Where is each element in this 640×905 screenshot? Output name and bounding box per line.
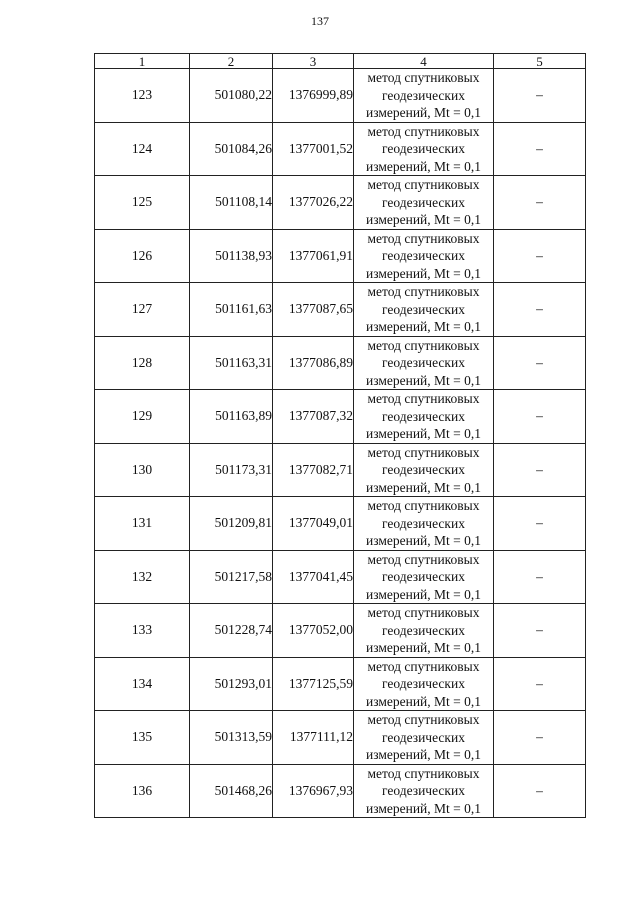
point-number: 135: [95, 711, 190, 765]
column-header: 4: [354, 54, 494, 69]
method-line: геодезических: [382, 301, 465, 317]
note-cell: –: [494, 657, 586, 711]
column-header: 1: [95, 54, 190, 69]
point-number: 124: [95, 122, 190, 176]
method-line: измерений, Mt = 0,1: [365, 479, 482, 495]
method-line: геодезических: [382, 729, 465, 745]
method-line: измерений, Mt = 0,1: [365, 212, 482, 227]
coordinate-y: 1377052,00: [273, 604, 354, 658]
method-line: измерений, Mt = 0,1: [365, 105, 482, 120]
table-row: [95, 764, 586, 818]
point-number: 129: [95, 390, 190, 444]
method-description: [354, 764, 494, 818]
method-line: геодезических: [382, 676, 465, 691]
point-number: 133: [95, 604, 190, 658]
method-line: метод спутниковых: [367, 177, 480, 192]
coordinate-x: 501084,26: [190, 122, 273, 176]
method-description: [354, 550, 494, 604]
note-cell: –: [494, 229, 586, 283]
coordinate-y: 1377041,45: [273, 550, 354, 604]
point-number: 125: [95, 176, 190, 230]
method-line: измерений, Mt = 0,1: [365, 586, 482, 602]
table-row: [95, 176, 586, 230]
method-line: геодезических: [382, 569, 465, 584]
method-description: [354, 176, 494, 230]
coordinate-y: 1377049,01: [273, 497, 354, 551]
method-line: геодезических: [382, 783, 465, 798]
coordinate-x: 501138,93: [190, 229, 273, 283]
table-row: [95, 229, 586, 283]
coordinate-x: 501217,58: [190, 550, 273, 604]
method-line: метод спутниковых: [367, 498, 480, 513]
coordinate-y: 1377086,89: [273, 336, 354, 390]
table-row: [95, 443, 586, 497]
method-description: [354, 229, 494, 283]
note-cell: –: [494, 390, 586, 444]
coordinate-x: 501228,74: [190, 604, 273, 658]
table-row: [95, 711, 586, 765]
method-line: геодезических: [382, 248, 465, 263]
method-line: метод спутниковых: [367, 123, 480, 139]
method-line: геодезических: [382, 462, 465, 477]
method-line: метод спутниковых: [367, 658, 480, 674]
table-row: [95, 336, 586, 390]
method-description: [354, 604, 494, 658]
method-line: метод спутниковых: [367, 391, 480, 406]
method-line: измерений, Mt = 0,1: [365, 747, 482, 762]
note-cell: –: [494, 69, 586, 123]
coordinate-x: 501163,89: [190, 390, 273, 444]
coordinate-y: 1377082,71: [273, 443, 354, 497]
column-header: 3: [273, 54, 354, 69]
coordinate-x: 501293,01: [190, 657, 273, 711]
method-line: геодезических: [382, 355, 465, 370]
coordinate-y: 1376967,93: [273, 764, 354, 818]
coordinate-y: 1377087,32: [273, 390, 354, 444]
method-description: [354, 443, 494, 497]
method-line: измерений, Mt = 0,1: [365, 158, 482, 174]
table-row: [95, 550, 586, 604]
note-cell: –: [494, 604, 586, 658]
method-description: [354, 336, 494, 390]
table-row: [95, 657, 586, 711]
method-line: метод спутниковых: [367, 230, 480, 246]
method-description: [354, 283, 494, 337]
method-line: измерений, Mt = 0,1: [365, 800, 482, 816]
coordinate-x: 501209,81: [190, 497, 273, 551]
coordinates-table: [94, 53, 586, 818]
coordinate-y: 1377087,65: [273, 283, 354, 337]
point-number: 134: [95, 657, 190, 711]
method-line: геодезических: [382, 515, 465, 531]
method-description: [354, 657, 494, 711]
column-header: 5: [494, 54, 586, 69]
note-cell: –: [494, 283, 586, 337]
point-number: 136: [95, 764, 190, 818]
coordinate-x: 501468,26: [190, 764, 273, 818]
coordinate-y: 1377125,59: [273, 657, 354, 711]
note-cell: –: [494, 336, 586, 390]
header-row: [95, 54, 586, 69]
coordinate-y: 1376999,89: [273, 69, 354, 123]
coordinate-x: 501163,31: [190, 336, 273, 390]
note-cell: –: [494, 443, 586, 497]
method-line: измерений, Mt = 0,1: [365, 319, 482, 334]
coordinate-x: 501313,59: [190, 711, 273, 765]
table-row: [95, 390, 586, 444]
method-line: измерений, Mt = 0,1: [365, 372, 482, 388]
point-number: 123: [95, 69, 190, 123]
column-header: 2: [190, 54, 273, 69]
method-line: геодезических: [382, 622, 465, 638]
method-line: метод спутниковых: [367, 712, 480, 727]
coordinate-y: 1377111,12: [273, 711, 354, 765]
method-line: измерений, Mt = 0,1: [365, 693, 482, 709]
coordinate-y: 1377061,91: [273, 229, 354, 283]
table-row: [95, 69, 586, 123]
note-cell: –: [494, 711, 586, 765]
table-row: [95, 283, 586, 337]
coordinate-y: 1377001,52: [273, 122, 354, 176]
method-line: измерений, Mt = 0,1: [365, 640, 482, 655]
method-description: [354, 390, 494, 444]
note-cell: –: [494, 122, 586, 176]
method-description: [354, 497, 494, 551]
method-line: метод спутниковых: [367, 765, 480, 781]
point-number: 126: [95, 229, 190, 283]
method-line: геодезических: [382, 408, 465, 424]
method-line: метод спутниковых: [367, 284, 480, 299]
method-line: геодезических: [382, 87, 465, 103]
method-description: [354, 69, 494, 123]
table-row: [95, 122, 586, 176]
method-line: метод спутниковых: [367, 444, 480, 460]
method-description: [354, 122, 494, 176]
point-number: 131: [95, 497, 190, 551]
page-number: 137: [311, 14, 329, 28]
note-cell: –: [494, 764, 586, 818]
method-line: измерений, Mt = 0,1: [365, 265, 482, 281]
point-number: 128: [95, 336, 190, 390]
method-description: [354, 711, 494, 765]
note-cell: –: [494, 497, 586, 551]
point-number: 130: [95, 443, 190, 497]
point-number: 132: [95, 550, 190, 604]
point-number: 127: [95, 283, 190, 337]
method-line: метод спутниковых: [367, 337, 480, 353]
coordinate-x: 501173,31: [190, 443, 273, 497]
method-line: метод спутниковых: [367, 551, 480, 567]
table-row: [95, 497, 586, 551]
method-line: геодезических: [382, 194, 465, 210]
method-line: геодезических: [382, 141, 465, 156]
coordinate-x: 501161,63: [190, 283, 273, 337]
table-row: [95, 604, 586, 658]
coordinate-x: 501108,14: [190, 176, 273, 230]
note-cell: –: [494, 176, 586, 230]
method-line: измерений, Mt = 0,1: [365, 426, 482, 441]
method-line: измерений, Mt = 0,1: [365, 533, 482, 548]
note-cell: –: [494, 550, 586, 604]
coordinate-y: 1377026,22: [273, 176, 354, 230]
method-line: метод спутниковых: [367, 70, 480, 85]
method-line: метод спутниковых: [367, 605, 480, 620]
coordinate-x: 501080,22: [190, 69, 273, 123]
